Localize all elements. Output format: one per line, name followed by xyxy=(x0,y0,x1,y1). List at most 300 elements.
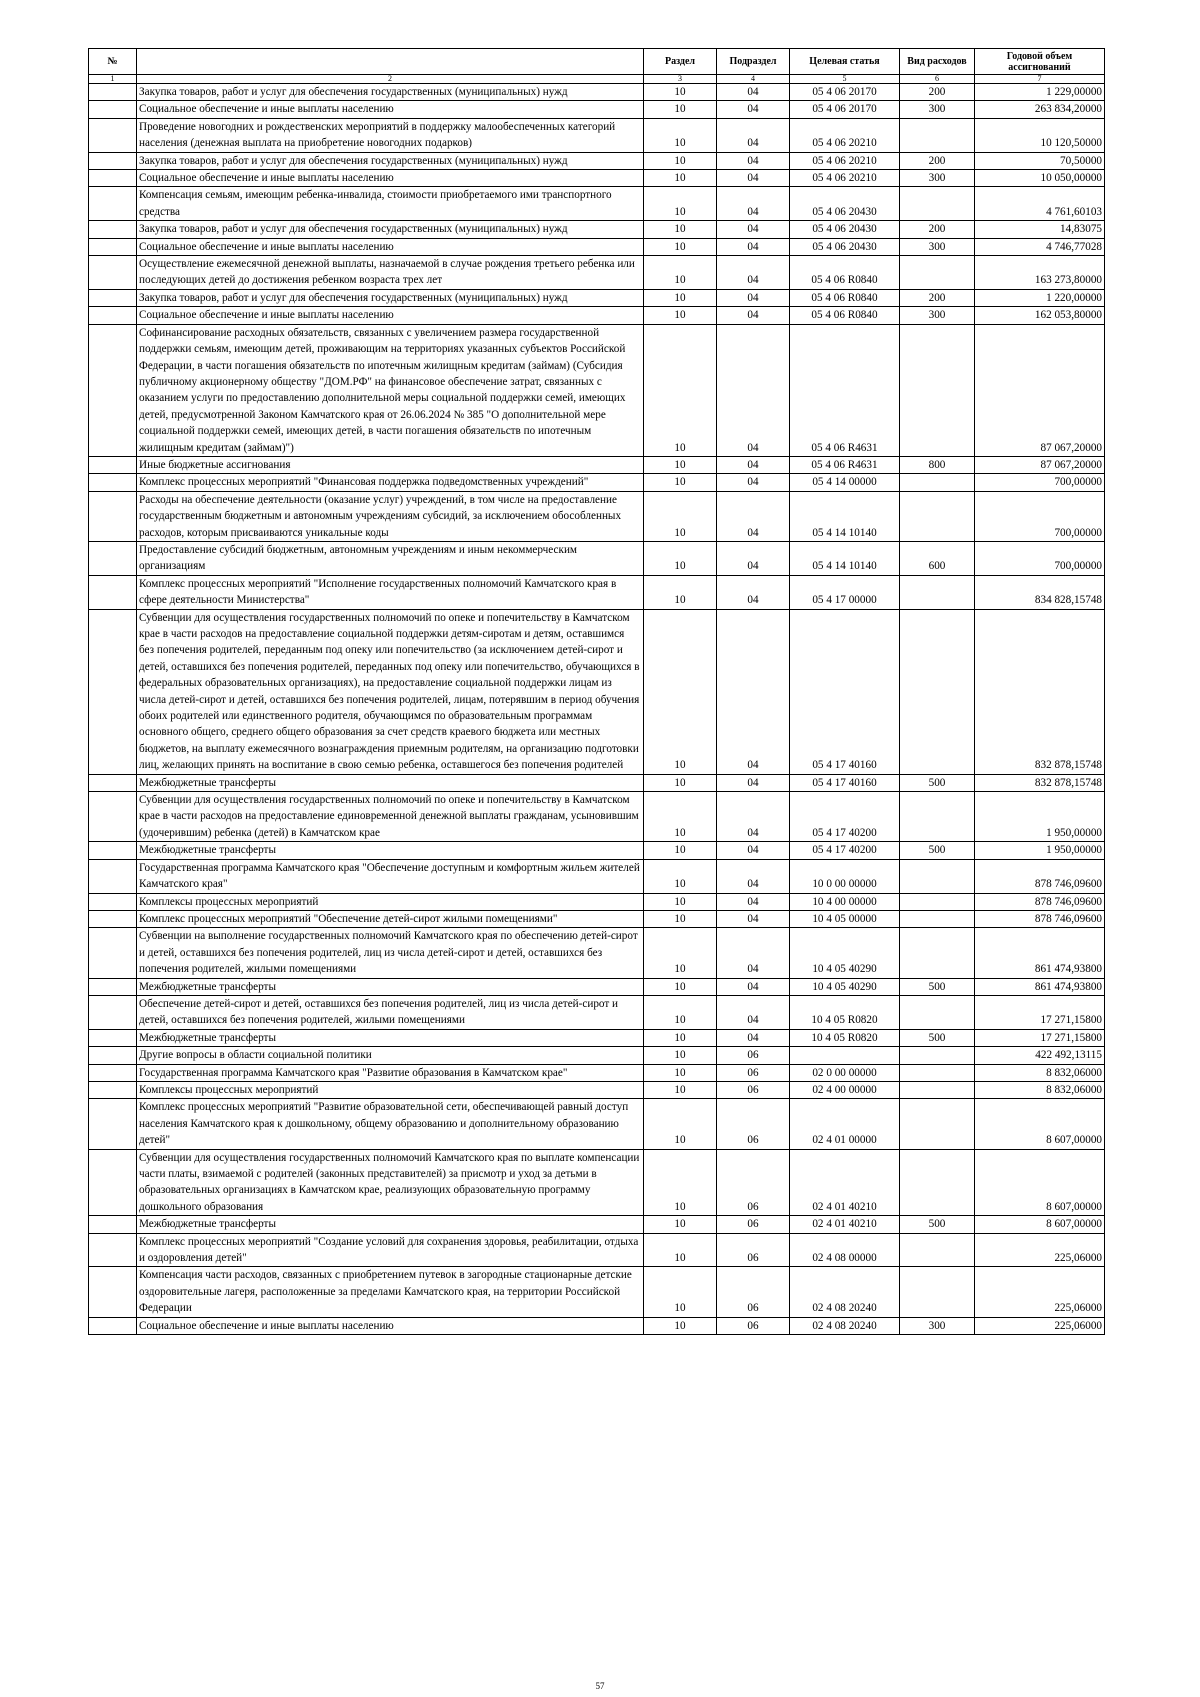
podrazdel-cell: 06 xyxy=(717,1047,790,1064)
header-annual-volume: Годовой объем ассигнований xyxy=(975,49,1105,75)
annual-volume-cell: 878 746,09600 xyxy=(975,893,1105,910)
expense-type-cell xyxy=(900,187,975,221)
razdel-cell: 10 xyxy=(644,307,717,324)
item-name-cell: Межбюджетные трансферты xyxy=(137,978,644,995)
razdel-cell: 10 xyxy=(644,256,717,290)
target-article-cell: 05 4 06 20170 xyxy=(790,84,900,101)
expense-type-cell xyxy=(900,910,975,927)
podrazdel-cell: 06 xyxy=(717,1081,790,1098)
razdel-cell: 10 xyxy=(644,1216,717,1233)
table-row xyxy=(89,842,1105,859)
podrazdel-cell: 04 xyxy=(717,152,790,169)
expense-type-cell: 800 xyxy=(900,456,975,473)
table-row xyxy=(89,256,1105,290)
annual-volume-cell: 878 746,09600 xyxy=(975,910,1105,927)
item-name-cell: Комплекс процессных мероприятий "Развитие образовательной сети, обеспечивающей равный доступ населения Камчатского края к дошкольному, общему образованию и дополнительному образованию детей" xyxy=(137,1099,644,1149)
annual-volume-cell: 861 474,93800 xyxy=(975,978,1105,995)
razdel-cell: 10 xyxy=(644,978,717,995)
row-number-cell xyxy=(89,221,137,238)
row-number-cell xyxy=(89,187,137,221)
podrazdel-cell: 04 xyxy=(717,324,790,456)
razdel-cell: 10 xyxy=(644,859,717,893)
row-number-cell xyxy=(89,910,137,927)
row-number-cell xyxy=(89,101,137,118)
annual-volume-cell: 834 828,15748 xyxy=(975,575,1105,609)
annual-volume-cell: 17 271,15800 xyxy=(975,1029,1105,1046)
razdel-cell: 10 xyxy=(644,238,717,255)
razdel-cell: 10 xyxy=(644,101,717,118)
annual-volume-cell: 10 050,00000 xyxy=(975,170,1105,187)
target-article-cell: 02 0 00 00000 xyxy=(790,1064,900,1081)
expense-type-cell xyxy=(900,995,975,1029)
podrazdel-cell: 06 xyxy=(717,1064,790,1081)
target-article-cell: 10 4 05 R0820 xyxy=(790,1029,900,1046)
item-name-cell: Закупка товаров, работ и услуг для обеспечения государственных (муниципальных) нужд xyxy=(137,289,644,306)
row-number-cell xyxy=(89,1099,137,1149)
razdel-cell: 10 xyxy=(644,84,717,101)
item-name-cell: Комплекс процессных мероприятий "Финансовая поддержка подведомственных учреждений" xyxy=(137,474,644,491)
row-number-cell xyxy=(89,307,137,324)
row-number-cell xyxy=(89,238,137,255)
item-name-cell: Субвенции для осуществления государственных полномочий по опеке и попечительству в Камчатском крае в части расходов на предоставление единовременной денежной выплаты гражданам, усыновившим (удочерившим) ребенка (детей) в Камчатском крае xyxy=(137,792,644,842)
column-number: 7 xyxy=(975,75,1105,84)
expense-type-cell xyxy=(900,118,975,152)
expense-type-cell: 300 xyxy=(900,170,975,187)
razdel-cell: 10 xyxy=(644,187,717,221)
podrazdel-cell: 04 xyxy=(717,774,790,791)
expense-type-cell: 300 xyxy=(900,1317,975,1334)
row-number-cell xyxy=(89,1149,137,1216)
table-row xyxy=(89,1216,1105,1233)
podrazdel-cell: 06 xyxy=(717,1099,790,1149)
table-row xyxy=(89,541,1105,575)
podrazdel-cell: 06 xyxy=(717,1149,790,1216)
target-article-cell: 05 4 06 R0840 xyxy=(790,307,900,324)
annual-volume-cell: 422 492,13115 xyxy=(975,1047,1105,1064)
item-name-cell: Комплекс процессных мероприятий "Создание условий для сохранения здоровья, реабилитации, отдыха и оздоровления детей" xyxy=(137,1233,644,1267)
item-name-cell: Закупка товаров, работ и услуг для обеспечения государственных (муниципальных) нужд xyxy=(137,221,644,238)
razdel-cell: 10 xyxy=(644,289,717,306)
expense-type-cell xyxy=(900,1081,975,1098)
expense-type-cell: 600 xyxy=(900,541,975,575)
podrazdel-cell: 04 xyxy=(717,893,790,910)
row-number-cell xyxy=(89,1216,137,1233)
table-row xyxy=(89,575,1105,609)
row-number-cell xyxy=(89,774,137,791)
razdel-cell: 10 xyxy=(644,774,717,791)
item-name-cell: Субвенции для осуществления государственных полномочий по опеке и попечительству в Камчатском крае в части расходов на предоставление социальной поддержки детям-сиротам и детям, оставшимся без попечения родителей, переданным под опеку или попечительство (за исключением детей-сирот и детей, оставшихся без попечения родителей, переданных под опеку или попечительство, обучающихся в федеральных образовательных организациях), на предоставление социальной поддержки лицам из числа детей-сирот и детей, оставшихся без попечения родителей, лицам, потерявшим в период обучения обоих родителей или единственного родителя, обучающимся по образовательным программам основного общего, среднего общего образования за счет средств краевого бюджета или местных бюджетов, на выплату ежемесячного вознаграждения приемным родителям, на организацию подготовки лиц, желающих принять на воспитание в свою семью ребенка, оставшегося без попечения родителей xyxy=(137,609,644,774)
expense-type-cell: 200 xyxy=(900,84,975,101)
expense-type-cell xyxy=(900,1064,975,1081)
podrazdel-cell: 04 xyxy=(717,307,790,324)
razdel-cell: 10 xyxy=(644,928,717,978)
row-number-cell xyxy=(89,170,137,187)
annual-volume-cell: 225,06000 xyxy=(975,1317,1105,1334)
podrazdel-cell: 04 xyxy=(717,978,790,995)
annual-volume-cell: 1 950,00000 xyxy=(975,842,1105,859)
razdel-cell: 10 xyxy=(644,491,717,541)
annual-volume-cell: 70,50000 xyxy=(975,152,1105,169)
annual-volume-cell: 8 607,00000 xyxy=(975,1216,1105,1233)
razdel-cell: 10 xyxy=(644,1233,717,1267)
razdel-cell: 10 xyxy=(644,1029,717,1046)
target-article-cell: 05 4 06 20430 xyxy=(790,238,900,255)
razdel-cell: 10 xyxy=(644,893,717,910)
header-razdel: Раздел xyxy=(644,49,717,75)
row-number-cell xyxy=(89,152,137,169)
annual-volume-cell: 700,00000 xyxy=(975,491,1105,541)
row-number-cell xyxy=(89,1047,137,1064)
item-name-cell: Социальное обеспечение и иные выплаты населению xyxy=(137,307,644,324)
podrazdel-cell: 06 xyxy=(717,1317,790,1334)
table-row xyxy=(89,118,1105,152)
table-row xyxy=(89,792,1105,842)
target-article-cell: 02 4 01 40210 xyxy=(790,1216,900,1233)
item-name-cell: Комплексы процессных мероприятий xyxy=(137,1081,644,1098)
item-name-cell: Межбюджетные трансферты xyxy=(137,842,644,859)
table-row xyxy=(89,1064,1105,1081)
row-number-cell xyxy=(89,456,137,473)
expense-type-cell xyxy=(900,859,975,893)
row-number-cell xyxy=(89,842,137,859)
expense-type-cell: 500 xyxy=(900,1216,975,1233)
podrazdel-cell: 04 xyxy=(717,238,790,255)
expense-type-cell xyxy=(900,893,975,910)
header-number: № xyxy=(89,49,137,75)
target-article-cell: 05 4 17 40200 xyxy=(790,842,900,859)
podrazdel-cell: 04 xyxy=(717,256,790,290)
row-number-cell xyxy=(89,1081,137,1098)
target-article-cell: 05 4 06 R0840 xyxy=(790,289,900,306)
annual-volume-cell: 10 120,50000 xyxy=(975,118,1105,152)
target-article-cell: 02 4 01 40210 xyxy=(790,1149,900,1216)
table-row xyxy=(89,609,1105,774)
row-number-cell xyxy=(89,289,137,306)
annual-volume-cell: 87 067,20000 xyxy=(975,324,1105,456)
expense-type-cell: 300 xyxy=(900,307,975,324)
annual-volume-cell: 1 229,00000 xyxy=(975,84,1105,101)
item-name-cell: Осуществление ежемесячной денежной выплаты, назначаемой в случае рождения третьего ребенка или последующих детей до достижения ребенком возраста трех лет xyxy=(137,256,644,290)
razdel-cell: 10 xyxy=(644,1047,717,1064)
item-name-cell: Социальное обеспечение и иные выплаты населению xyxy=(137,1317,644,1334)
table-row xyxy=(89,101,1105,118)
table-row xyxy=(89,774,1105,791)
table-row xyxy=(89,324,1105,456)
item-name-cell: Межбюджетные трансферты xyxy=(137,1216,644,1233)
target-article-cell: 10 4 05 R0820 xyxy=(790,995,900,1029)
column-number: 5 xyxy=(790,75,900,84)
item-name-cell: Закупка товаров, работ и услуг для обеспечения государственных (муниципальных) нужд xyxy=(137,152,644,169)
razdel-cell: 10 xyxy=(644,170,717,187)
razdel-cell: 10 xyxy=(644,324,717,456)
row-number-cell xyxy=(89,978,137,995)
expense-type-cell: 300 xyxy=(900,101,975,118)
target-article-cell: 05 4 06 20170 xyxy=(790,101,900,118)
podrazdel-cell: 04 xyxy=(717,456,790,473)
row-number-cell xyxy=(89,541,137,575)
expense-type-cell: 200 xyxy=(900,289,975,306)
annual-volume-cell: 700,00000 xyxy=(975,474,1105,491)
row-number-cell xyxy=(89,859,137,893)
razdel-cell: 10 xyxy=(644,541,717,575)
table-row xyxy=(89,1267,1105,1317)
annual-volume-cell: 861 474,93800 xyxy=(975,928,1105,978)
razdel-cell: 10 xyxy=(644,221,717,238)
table-row xyxy=(89,1081,1105,1098)
target-article-cell: 05 4 14 00000 xyxy=(790,474,900,491)
target-article-cell: 05 4 17 40200 xyxy=(790,792,900,842)
annual-volume-cell: 832 878,15748 xyxy=(975,774,1105,791)
annual-volume-cell: 1 220,00000 xyxy=(975,289,1105,306)
podrazdel-cell: 04 xyxy=(717,474,790,491)
table-row xyxy=(89,910,1105,927)
item-name-cell: Софинансирование расходных обязательств, связанных с увеличением размера государственной поддержки семьям, имеющим детей, проживающим на территориях указанных субъектов Российской Федерации, в части погашения обязательств по ипотечным жилищным кредитам (займам) (Субсидия публичному акционерному обществу "ДОМ.РФ" на финансовое обеспечение затрат, связанных с оказанием услуги по предоставлению дополнительной меры социальной поддержки семей, имеющих детей, предусмотренной Законом Камчатского края от 26.06.2024 № 385 "О дополнительной мере социальной поддержки семей, имеющих детей, в части погашения обязательств по ипотечным жилищным кредитам (займам)") xyxy=(137,324,644,456)
expense-type-cell xyxy=(900,474,975,491)
table-row xyxy=(89,152,1105,169)
header-expense-type: Вид расходов xyxy=(900,49,975,75)
header-name xyxy=(137,49,644,75)
podrazdel-cell: 06 xyxy=(717,1233,790,1267)
row-number-cell xyxy=(89,118,137,152)
target-article-cell: 10 0 00 00000 xyxy=(790,859,900,893)
table-row xyxy=(89,1233,1105,1267)
podrazdel-cell: 04 xyxy=(717,170,790,187)
table-row xyxy=(89,491,1105,541)
expense-type-cell: 500 xyxy=(900,1029,975,1046)
row-number-cell xyxy=(89,1064,137,1081)
razdel-cell: 10 xyxy=(644,152,717,169)
razdel-cell: 10 xyxy=(644,1081,717,1098)
target-article-cell: 10 4 05 40290 xyxy=(790,928,900,978)
podrazdel-cell: 04 xyxy=(717,187,790,221)
item-name-cell: Обеспечение детей-сирот и детей, оставшихся без попечения родителей, лиц из числа детей-сирот и детей, оставшихся без попечения родителей, жилыми помещениями xyxy=(137,995,644,1029)
item-name-cell: Межбюджетные трансферты xyxy=(137,1029,644,1046)
annual-volume-cell: 832 878,15748 xyxy=(975,609,1105,774)
target-article-cell: 02 4 08 20240 xyxy=(790,1317,900,1334)
table-row xyxy=(89,978,1105,995)
table-row xyxy=(89,859,1105,893)
podrazdel-cell: 06 xyxy=(717,1267,790,1317)
razdel-cell: 10 xyxy=(644,609,717,774)
row-number-cell xyxy=(89,256,137,290)
expense-type-cell xyxy=(900,792,975,842)
row-number-cell xyxy=(89,575,137,609)
annual-volume-cell: 4 746,77028 xyxy=(975,238,1105,255)
item-name-cell: Компенсация семьям, имеющим ребенка-инвалида, стоимости приобретаемого ими транспортного средства xyxy=(137,187,644,221)
table-row xyxy=(89,893,1105,910)
target-article-cell: 05 4 06 20210 xyxy=(790,118,900,152)
annual-volume-cell: 700,00000 xyxy=(975,541,1105,575)
razdel-cell: 10 xyxy=(644,792,717,842)
expense-type-cell xyxy=(900,609,975,774)
table-body xyxy=(89,84,1105,1335)
item-name-cell: Социальное обеспечение и иные выплаты населению xyxy=(137,101,644,118)
target-article-cell: 05 4 06 20210 xyxy=(790,152,900,169)
item-name-cell: Проведение новогодних и рождественских мероприятий в поддержку малообеспеченных категорий населения (денежная выплата на приобретение новогодних подарков) xyxy=(137,118,644,152)
annual-volume-cell: 8 832,06000 xyxy=(975,1081,1105,1098)
item-name-cell: Субвенции на выполнение государственных полномочий Камчатского края по обеспечению детей-сирот и детей, оставшихся без попечения родителей, лиц из числа детей-сирот и детей, оставшихся без попечения родителей, жилыми помещениями xyxy=(137,928,644,978)
item-name-cell: Предоставление субсидий бюджетным, автономным учреждениям и иным некоммерческим организациям xyxy=(137,541,644,575)
item-name-cell: Комплексы процессных мероприятий xyxy=(137,893,644,910)
expense-type-cell xyxy=(900,1047,975,1064)
table-row xyxy=(89,1029,1105,1046)
column-number: 2 xyxy=(137,75,644,84)
item-name-cell: Межбюджетные трансферты xyxy=(137,774,644,791)
annual-volume-cell: 1 950,00000 xyxy=(975,792,1105,842)
table-row xyxy=(89,170,1105,187)
item-name-cell: Субвенции для осуществления государственных полномочий Камчатского края по выплате компенсации части платы, взимаемой с родителей (законных представителей) за присмотр и уход за детьми в образовательных организациях в Камчатском крае, реализующих образовательную программу дошкольного образования xyxy=(137,1149,644,1216)
podrazdel-cell: 04 xyxy=(717,1029,790,1046)
table-row xyxy=(89,928,1105,978)
row-number-cell xyxy=(89,84,137,101)
row-number-cell xyxy=(89,324,137,456)
expense-type-cell xyxy=(900,256,975,290)
row-number-cell xyxy=(89,609,137,774)
target-article-cell: 05 4 06 R0840 xyxy=(790,256,900,290)
table-row xyxy=(89,221,1105,238)
table-row xyxy=(89,1099,1105,1149)
column-number-row xyxy=(89,75,1105,84)
column-number: 6 xyxy=(900,75,975,84)
podrazdel-cell: 04 xyxy=(717,221,790,238)
table-row xyxy=(89,1047,1105,1064)
annual-volume-cell: 14,83075 xyxy=(975,221,1105,238)
razdel-cell: 10 xyxy=(644,575,717,609)
podrazdel-cell: 04 xyxy=(717,842,790,859)
expense-type-cell xyxy=(900,1233,975,1267)
target-article-cell: 05 4 17 40160 xyxy=(790,609,900,774)
annual-volume-cell: 8 832,06000 xyxy=(975,1064,1105,1081)
podrazdel-cell: 04 xyxy=(717,928,790,978)
expense-type-cell xyxy=(900,491,975,541)
row-number-cell xyxy=(89,1233,137,1267)
expense-type-cell: 200 xyxy=(900,152,975,169)
table-row xyxy=(89,995,1105,1029)
table-row xyxy=(89,474,1105,491)
annual-volume-cell: 162 053,80000 xyxy=(975,307,1105,324)
target-article-cell: 10 4 05 40290 xyxy=(790,978,900,995)
table-row xyxy=(89,289,1105,306)
razdel-cell: 10 xyxy=(644,1099,717,1149)
item-name-cell: Государственная программа Камчатского края "Развитие образования в Камчатском крае" xyxy=(137,1064,644,1081)
item-name-cell: Закупка товаров, работ и услуг для обеспечения государственных (муниципальных) нужд xyxy=(137,84,644,101)
target-article-cell xyxy=(790,1047,900,1064)
row-number-cell xyxy=(89,928,137,978)
column-number: 3 xyxy=(644,75,717,84)
row-number-cell xyxy=(89,792,137,842)
table-header xyxy=(89,49,1105,84)
annual-volume-cell: 17 271,15800 xyxy=(975,995,1105,1029)
item-name-cell: Комплекс процессных мероприятий "Исполнение государственных полномочий Камчатского края в сфере деятельности Министерства" xyxy=(137,575,644,609)
target-article-cell: 05 4 17 00000 xyxy=(790,575,900,609)
table-row xyxy=(89,187,1105,221)
header-target-article: Целевая статья xyxy=(790,49,900,75)
expense-type-cell xyxy=(900,928,975,978)
expense-type-cell xyxy=(900,575,975,609)
table-row xyxy=(89,1149,1105,1216)
item-name-cell: Другие вопросы в области социальной политики xyxy=(137,1047,644,1064)
expense-type-cell: 300 xyxy=(900,238,975,255)
table-row xyxy=(89,307,1105,324)
header-podrazdel: Подраздел xyxy=(717,49,790,75)
column-number: 4 xyxy=(717,75,790,84)
annual-volume-cell: 4 761,60103 xyxy=(975,187,1105,221)
row-number-cell xyxy=(89,995,137,1029)
podrazdel-cell: 04 xyxy=(717,609,790,774)
target-article-cell: 02 4 00 00000 xyxy=(790,1081,900,1098)
target-article-cell: 05 4 14 10140 xyxy=(790,541,900,575)
column-number: 1 xyxy=(89,75,137,84)
podrazdel-cell: 04 xyxy=(717,541,790,575)
podrazdel-cell: 04 xyxy=(717,575,790,609)
page-number: 57 xyxy=(595,1681,605,1691)
podrazdel-cell: 04 xyxy=(717,859,790,893)
annual-volume-cell: 87 067,20000 xyxy=(975,456,1105,473)
item-name-cell: Социальное обеспечение и иные выплаты населению xyxy=(137,170,644,187)
target-article-cell: 10 4 05 00000 xyxy=(790,910,900,927)
annual-volume-cell: 225,06000 xyxy=(975,1267,1105,1317)
podrazdel-cell: 04 xyxy=(717,910,790,927)
razdel-cell: 10 xyxy=(644,456,717,473)
razdel-cell: 10 xyxy=(644,1064,717,1081)
expense-type-cell: 500 xyxy=(900,774,975,791)
annual-volume-cell: 878 746,09600 xyxy=(975,859,1105,893)
row-number-cell xyxy=(89,491,137,541)
target-article-cell: 05 4 17 40160 xyxy=(790,774,900,791)
table-row xyxy=(89,1317,1105,1334)
podrazdel-cell: 04 xyxy=(717,491,790,541)
annual-volume-cell: 8 607,00000 xyxy=(975,1099,1105,1149)
row-number-cell xyxy=(89,1029,137,1046)
expense-type-cell: 500 xyxy=(900,842,975,859)
table-row xyxy=(89,238,1105,255)
podrazdel-cell: 04 xyxy=(717,995,790,1029)
target-article-cell: 05 4 06 R4631 xyxy=(790,324,900,456)
item-name-cell: Государственная программа Камчатского края "Обеспечение доступным и комфортным жильем жителей Камчатского края" xyxy=(137,859,644,893)
razdel-cell: 10 xyxy=(644,474,717,491)
target-article-cell: 02 4 08 20240 xyxy=(790,1267,900,1317)
annual-volume-cell: 225,06000 xyxy=(975,1233,1105,1267)
target-article-cell: 05 4 06 20430 xyxy=(790,187,900,221)
podrazdel-cell: 04 xyxy=(717,792,790,842)
podrazdel-cell: 04 xyxy=(717,289,790,306)
razdel-cell: 10 xyxy=(644,1317,717,1334)
row-number-cell xyxy=(89,1267,137,1317)
target-article-cell: 05 4 06 20430 xyxy=(790,221,900,238)
item-name-cell: Расходы на обеспечение деятельности (оказание услуг) учреждений, в том числе на предоставление государственным бюджетным и автономным учреждениям субсидий, за исключением обособленных расходов, которым присваиваются уникальные коды xyxy=(137,491,644,541)
target-article-cell: 02 4 01 00000 xyxy=(790,1099,900,1149)
annual-volume-cell: 8 607,00000 xyxy=(975,1149,1105,1216)
annual-volume-cell: 163 273,80000 xyxy=(975,256,1105,290)
razdel-cell: 10 xyxy=(644,842,717,859)
expense-type-cell xyxy=(900,1099,975,1149)
table-row xyxy=(89,84,1105,101)
header-row xyxy=(89,49,1105,75)
item-name-cell: Комплекс процессных мероприятий "Обеспечение детей-сирот жилыми помещениями" xyxy=(137,910,644,927)
expense-type-cell: 200 xyxy=(900,221,975,238)
podrazdel-cell: 04 xyxy=(717,101,790,118)
table-row xyxy=(89,456,1105,473)
expense-type-cell: 500 xyxy=(900,978,975,995)
target-article-cell: 10 4 00 00000 xyxy=(790,893,900,910)
target-article-cell: 05 4 06 20210 xyxy=(790,170,900,187)
target-article-cell: 05 4 06 R4631 xyxy=(790,456,900,473)
razdel-cell: 10 xyxy=(644,1267,717,1317)
row-number-cell xyxy=(89,474,137,491)
razdel-cell: 10 xyxy=(644,910,717,927)
podrazdel-cell: 06 xyxy=(717,1216,790,1233)
row-number-cell xyxy=(89,1317,137,1334)
